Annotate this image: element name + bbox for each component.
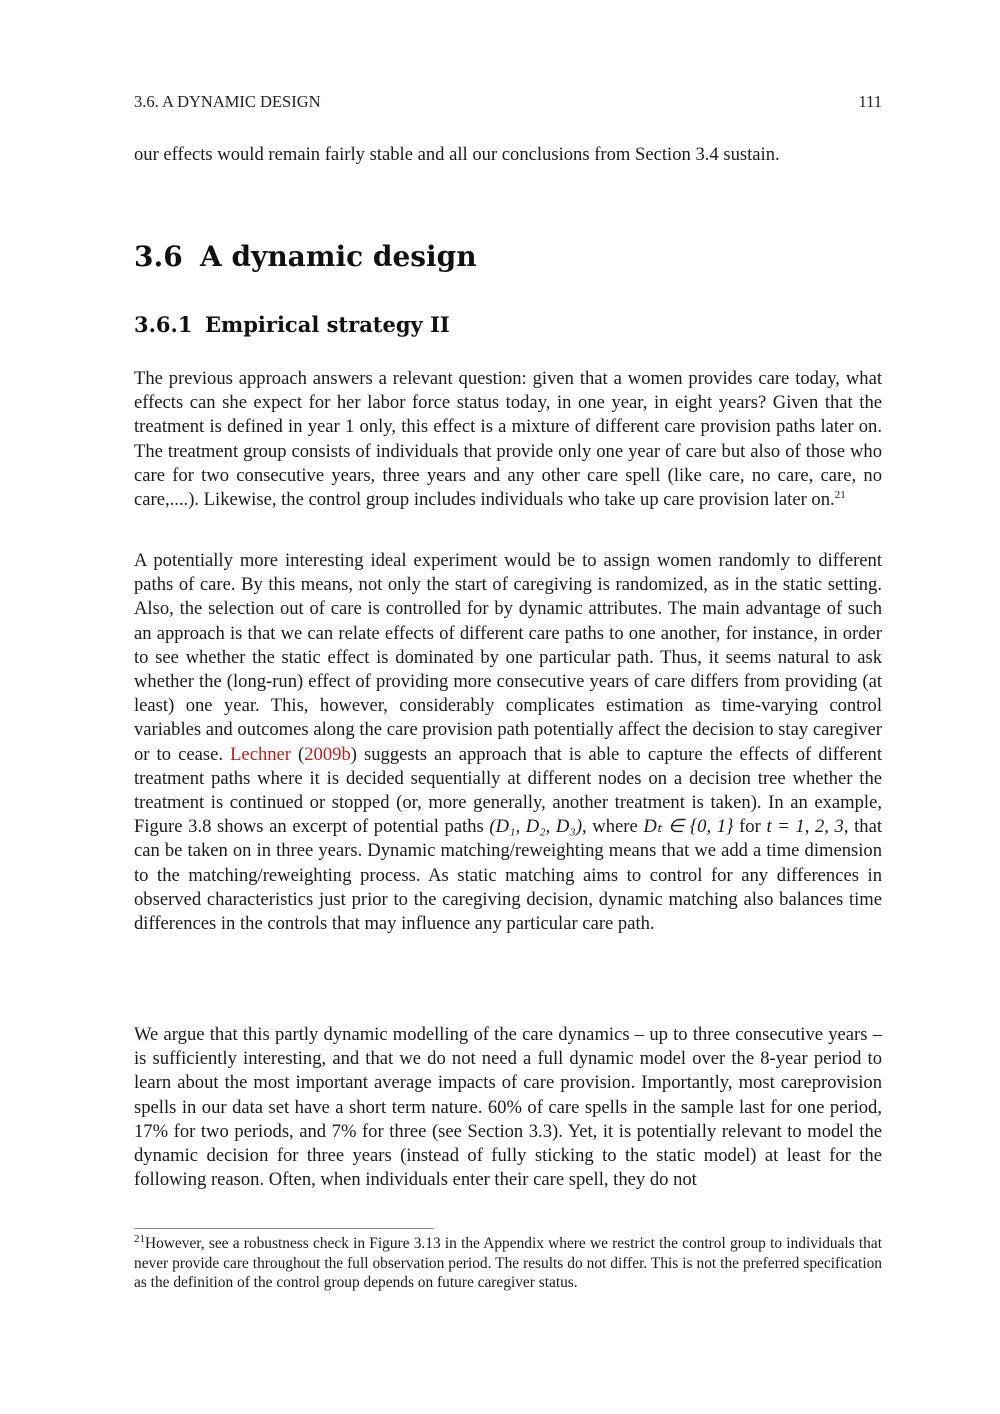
section-title: A dynamic design (200, 240, 477, 273)
paragraph-2-text-d: for (733, 816, 767, 838)
subsection-title: Empirical strategy II (205, 312, 450, 337)
running-header (134, 92, 882, 114)
footnote-divider (134, 1228, 434, 1229)
citation-author-link[interactable]: Lechner (230, 743, 291, 765)
paragraph-1-text: The previous approach answers a relevant question: given that a women provides care today, what effects can she expect for her labor force status today, in one year, in eight years? Given that the treatment is defined in year 1 only, this effect is a mixture of different care provision paths later on. The treatment group consists of individuals that provide only one year of care but also of those who care for two consecutive years, three years and any other care spell (like care, no care, care, no care,....). Likewise, the control group includes individuals who take up care provision later on. (134, 368, 882, 511)
math-t: t = 1, 2, 3 (766, 816, 844, 838)
intro-paragraph: our effects would remain fairly stable and all our conclusions from Section 3.4 sustain. (134, 144, 780, 165)
math-dt: Dₜ ∈ {0, 1} (643, 816, 734, 838)
subsection-number: 3.6.1 (134, 312, 193, 337)
footnote-number: 21 (134, 1232, 145, 1245)
section-heading (134, 240, 477, 273)
paragraph-2-text-b: ) suggests an approach that is able to capture the effects of different treatment paths where it is decided sequentially at different nodes on a decision tree whether the treatment is continued or stopped (or, more generally, another treatment is taken). In an example, Figure 3.8 shows an excerpt of potential paths (134, 743, 882, 838)
running-header-section: 3.6. A DYNAMIC DESIGN (134, 92, 321, 111)
paragraph-2 (134, 549, 882, 936)
footnote (134, 1234, 882, 1293)
paragraph-2-text-c: , where (582, 816, 644, 838)
section-number: 3.6 (134, 240, 183, 273)
page-number: 111 (858, 92, 882, 111)
math-paths: (D₁, D₂, D₃) (489, 816, 583, 838)
paragraph-1 (134, 367, 882, 512)
citation-paren: ( (290, 743, 305, 765)
paragraph-2-text-e: , that can be taken on in three years. Dynamic matching/reweighting means that we add a time dimension to the matching/reweighting process. As static matching aims to control for any differences in observed characteristics just prior to the caregiving decision, dynamic matching also balances time differences in the controls that may influence any particular care path. (134, 816, 883, 935)
footnote-text: However, see a robustness check in Figure 3.13 in the Appendix where we restrict the control group to individuals that never provide care throughout the full observation period. The results do not differ. This is not the preferred specification as the definition of the control group depends on future caregiver status. (134, 1235, 882, 1292)
paragraph-3: We argue that this partly dynamic modelling of the care dynamics – up to three consecutive years – is sufficiently interesting, and that we do not need a full dynamic model over the 8-year period to learn about the most important average impacts of care provision. Importantly, most careprovision spells in our data set have a short term nature. 60% of care spells in the sample last for one period, 17% for two periods, and 7% for three (see Section 3.3). Yet, it is potentially relevant to model the dynamic decision for three years (instead of fully sticking to the static model) at least for the following reason. Often, when individuals enter their care spell, they do not (134, 1024, 882, 1191)
subsection-heading (134, 312, 450, 337)
paragraph-2-text-a: A potentially more interesting ideal experiment would be to assign women randomly to different paths of care. By this means, not only the start of caregiving is randomized, as in the static setting. Also, the selection out of care is controlled for by dynamic attributes. The main advantage of such an approach is that we can relate effects of different care paths to one another, for instance, in order to see whether the static effect is dominated by one particular path. Thus, it seems natural to ask whether the (long-run) effect of providing more consecutive years of care differs from providing (at least) one year. This, however, considerably complicates estimation as time-varying control variables and outcomes along the care provision path potentially affect the decision to stay caregiver or to cease. (134, 550, 882, 765)
footnote-marker[interactable]: 21 (834, 488, 846, 501)
citation-year-link[interactable]: 2009b (304, 743, 351, 765)
